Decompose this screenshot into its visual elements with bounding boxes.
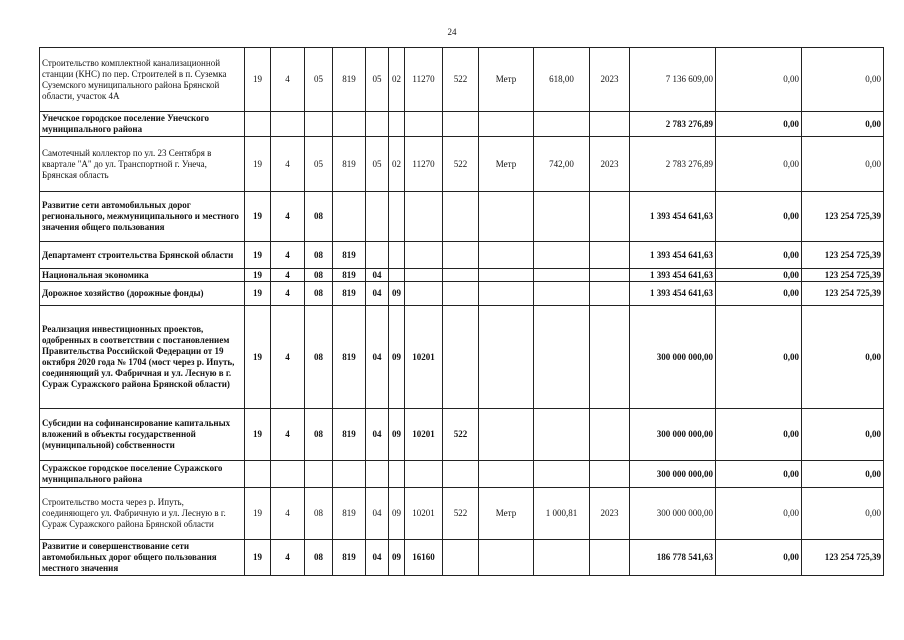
amount-cell: 1 393 454 641,63 bbox=[630, 192, 716, 242]
amount-cell: 0,00 bbox=[716, 409, 802, 461]
code-cell bbox=[305, 112, 333, 137]
code-cell: 19 bbox=[245, 242, 271, 269]
quantity-cell bbox=[534, 306, 590, 409]
code-cell bbox=[405, 192, 443, 242]
code-cell: 19 bbox=[245, 540, 271, 576]
code-cell: 4 bbox=[271, 540, 305, 576]
amount-cell: 0,00 bbox=[716, 242, 802, 269]
code-cell: 19 bbox=[245, 488, 271, 540]
amount-cell: 0,00 bbox=[716, 112, 802, 137]
code-cell: 02 bbox=[389, 137, 405, 192]
row-name: Строительство моста через р. Ипуть, соединяющего ул. Фабричную и ул. Лесную в г. Сураж Суражского района Брянской области bbox=[40, 488, 245, 540]
table-row bbox=[40, 488, 884, 540]
code-cell: 04 bbox=[366, 306, 389, 409]
code-cell: 4 bbox=[271, 48, 305, 112]
amount-cell: 300 000 000,00 bbox=[630, 306, 716, 409]
code-cell: 819 bbox=[333, 269, 366, 282]
code-cell bbox=[389, 112, 405, 137]
code-cell: 09 bbox=[389, 409, 405, 461]
code-cell: 19 bbox=[245, 269, 271, 282]
code-cell: 4 bbox=[271, 488, 305, 540]
table-row bbox=[40, 48, 884, 112]
year-cell bbox=[590, 269, 630, 282]
year-cell: 2023 bbox=[590, 488, 630, 540]
code-cell bbox=[443, 306, 479, 409]
code-cell: 819 bbox=[333, 540, 366, 576]
quantity-cell bbox=[534, 192, 590, 242]
quantity-cell bbox=[534, 112, 590, 137]
code-cell: 04 bbox=[366, 488, 389, 540]
code-cell: 522 bbox=[443, 137, 479, 192]
year-cell bbox=[590, 540, 630, 576]
table-row bbox=[40, 540, 884, 576]
code-cell: 522 bbox=[443, 48, 479, 112]
amount-cell: 0,00 bbox=[802, 461, 884, 488]
unit-cell: Метр bbox=[479, 48, 534, 112]
code-cell bbox=[271, 112, 305, 137]
unit-cell bbox=[479, 112, 534, 137]
quantity-cell bbox=[534, 282, 590, 306]
amount-cell: 123 254 725,39 bbox=[802, 282, 884, 306]
table-row bbox=[40, 137, 884, 192]
code-cell: 08 bbox=[305, 192, 333, 242]
row-name: Суражское городское поселение Суражского муниципального района bbox=[40, 461, 245, 488]
code-cell: 10201 bbox=[405, 409, 443, 461]
code-cell bbox=[405, 242, 443, 269]
table-row bbox=[40, 192, 884, 242]
code-cell: 10201 bbox=[405, 488, 443, 540]
amount-cell: 0,00 bbox=[716, 306, 802, 409]
row-name: Унечское городское поселение Унечского муниципального района bbox=[40, 112, 245, 137]
year-cell bbox=[590, 461, 630, 488]
table-row bbox=[40, 282, 884, 306]
unit-cell bbox=[479, 461, 534, 488]
row-name: Субсидии на софинансирование капитальных вложений в объекты государственной (муниципальной) собственности bbox=[40, 409, 245, 461]
year-cell bbox=[590, 306, 630, 409]
quantity-cell bbox=[534, 409, 590, 461]
code-cell: 09 bbox=[389, 306, 405, 409]
quantity-cell: 742,00 bbox=[534, 137, 590, 192]
code-cell: 09 bbox=[389, 488, 405, 540]
amount-cell: 2 783 276,89 bbox=[630, 137, 716, 192]
table-row bbox=[40, 409, 884, 461]
code-cell: 09 bbox=[389, 540, 405, 576]
amount-cell: 0,00 bbox=[802, 48, 884, 112]
code-cell: 05 bbox=[305, 137, 333, 192]
amount-cell: 0,00 bbox=[802, 409, 884, 461]
amount-cell: 0,00 bbox=[716, 461, 802, 488]
code-cell bbox=[271, 461, 305, 488]
table-row bbox=[40, 242, 884, 269]
amount-cell: 0,00 bbox=[716, 269, 802, 282]
table-body bbox=[40, 48, 884, 576]
code-cell: 819 bbox=[333, 306, 366, 409]
year-cell bbox=[590, 282, 630, 306]
table-row bbox=[40, 306, 884, 409]
code-cell: 08 bbox=[305, 282, 333, 306]
amount-cell: 300 000 000,00 bbox=[630, 409, 716, 461]
amount-cell: 0,00 bbox=[716, 282, 802, 306]
amount-cell: 0,00 bbox=[716, 488, 802, 540]
amount-cell: 0,00 bbox=[802, 112, 884, 137]
code-cell bbox=[389, 461, 405, 488]
row-name: Департамент строительства Брянской области bbox=[40, 242, 245, 269]
amount-cell: 0,00 bbox=[802, 488, 884, 540]
code-cell: 4 bbox=[271, 242, 305, 269]
code-cell bbox=[405, 282, 443, 306]
code-cell: 819 bbox=[333, 488, 366, 540]
amount-cell: 0,00 bbox=[716, 192, 802, 242]
code-cell: 19 bbox=[245, 48, 271, 112]
code-cell: 4 bbox=[271, 269, 305, 282]
quantity-cell: 1 000,81 bbox=[534, 488, 590, 540]
code-cell: 04 bbox=[366, 540, 389, 576]
code-cell bbox=[443, 540, 479, 576]
code-cell: 05 bbox=[305, 48, 333, 112]
code-cell: 4 bbox=[271, 282, 305, 306]
amount-cell: 0,00 bbox=[716, 48, 802, 112]
code-cell: 19 bbox=[245, 137, 271, 192]
amount-cell: 1 393 454 641,63 bbox=[630, 269, 716, 282]
quantity-cell: 618,00 bbox=[534, 48, 590, 112]
code-cell: 08 bbox=[305, 488, 333, 540]
unit-cell: Метр bbox=[479, 488, 534, 540]
code-cell bbox=[443, 112, 479, 137]
code-cell: 819 bbox=[333, 282, 366, 306]
quantity-cell bbox=[534, 540, 590, 576]
amount-cell: 7 136 609,00 bbox=[630, 48, 716, 112]
code-cell bbox=[366, 242, 389, 269]
code-cell: 04 bbox=[366, 269, 389, 282]
code-cell bbox=[389, 192, 405, 242]
amount-cell: 300 000 000,00 bbox=[630, 488, 716, 540]
row-name: Дорожное хозяйство (дорожные фонды) bbox=[40, 282, 245, 306]
code-cell: 819 bbox=[333, 409, 366, 461]
amount-cell: 0,00 bbox=[716, 137, 802, 192]
amount-cell: 123 254 725,39 bbox=[802, 242, 884, 269]
code-cell: 819 bbox=[333, 48, 366, 112]
code-cell: 4 bbox=[271, 409, 305, 461]
code-cell: 08 bbox=[305, 269, 333, 282]
year-cell: 2023 bbox=[590, 137, 630, 192]
quantity-cell bbox=[534, 269, 590, 282]
unit-cell: Метр bbox=[479, 137, 534, 192]
amount-cell: 123 254 725,39 bbox=[802, 269, 884, 282]
amount-cell: 186 778 541,63 bbox=[630, 540, 716, 576]
year-cell: 2023 bbox=[590, 48, 630, 112]
year-cell bbox=[590, 112, 630, 137]
row-name: Развитие сети автомобильных дорог регионального, межмуниципального и местного значения общего пользования bbox=[40, 192, 245, 242]
row-name: Национальная экономика bbox=[40, 269, 245, 282]
unit-cell bbox=[479, 242, 534, 269]
code-cell bbox=[443, 242, 479, 269]
row-name: Реализация инвестиционных проектов, одобренных в соответствии с постановлением Правительства Российской Федерации от 19 октября 2020 года № 1704 (мост через р. Ипуть, соединяющий ул. Фабричная и ул. Лесную в г. Сураж Суражского района Брянской области) bbox=[40, 306, 245, 409]
code-cell bbox=[389, 269, 405, 282]
code-cell bbox=[443, 282, 479, 306]
amount-cell: 0,00 bbox=[802, 137, 884, 192]
code-cell: 04 bbox=[366, 409, 389, 461]
code-cell bbox=[333, 192, 366, 242]
amount-cell: 123 254 725,39 bbox=[802, 192, 884, 242]
unit-cell bbox=[479, 269, 534, 282]
amount-cell: 1 393 454 641,63 bbox=[630, 282, 716, 306]
code-cell: 08 bbox=[305, 242, 333, 269]
unit-cell bbox=[479, 306, 534, 409]
unit-cell bbox=[479, 282, 534, 306]
code-cell: 08 bbox=[305, 306, 333, 409]
table-row bbox=[40, 269, 884, 282]
row-name: Развитие и совершенствование сети автомобильных дорог общего пользования местного значения bbox=[40, 540, 245, 576]
code-cell: 19 bbox=[245, 409, 271, 461]
code-cell bbox=[405, 112, 443, 137]
code-cell bbox=[305, 461, 333, 488]
page-number: 24 bbox=[447, 27, 457, 37]
code-cell: 522 bbox=[443, 488, 479, 540]
code-cell: 16160 bbox=[405, 540, 443, 576]
code-cell bbox=[366, 112, 389, 137]
code-cell: 09 bbox=[389, 282, 405, 306]
amount-cell: 2 783 276,89 bbox=[630, 112, 716, 137]
amount-cell: 300 000 000,00 bbox=[630, 461, 716, 488]
code-cell: 08 bbox=[305, 409, 333, 461]
code-cell bbox=[366, 192, 389, 242]
year-cell bbox=[590, 192, 630, 242]
code-cell: 4 bbox=[271, 306, 305, 409]
amount-cell: 0,00 bbox=[802, 306, 884, 409]
unit-cell bbox=[479, 409, 534, 461]
code-cell: 19 bbox=[245, 306, 271, 409]
code-cell: 19 bbox=[245, 282, 271, 306]
code-cell: 02 bbox=[389, 48, 405, 112]
code-cell: 819 bbox=[333, 137, 366, 192]
code-cell: 11270 bbox=[405, 137, 443, 192]
code-cell: 4 bbox=[271, 192, 305, 242]
code-cell bbox=[405, 461, 443, 488]
code-cell: 522 bbox=[443, 409, 479, 461]
code-cell: 05 bbox=[366, 137, 389, 192]
code-cell: 05 bbox=[366, 48, 389, 112]
code-cell bbox=[245, 461, 271, 488]
amount-cell: 1 393 454 641,63 bbox=[630, 242, 716, 269]
amount-cell: 0,00 bbox=[716, 540, 802, 576]
code-cell: 08 bbox=[305, 540, 333, 576]
code-cell: 10201 bbox=[405, 306, 443, 409]
code-cell bbox=[443, 461, 479, 488]
code-cell bbox=[443, 269, 479, 282]
row-name: Самотечный коллектор по ул. 23 Сентября в квартале "А" до ул. Транспортной г. Унеча, Брянская область bbox=[40, 137, 245, 192]
code-cell: 819 bbox=[333, 242, 366, 269]
code-cell bbox=[366, 461, 389, 488]
year-cell bbox=[590, 242, 630, 269]
code-cell bbox=[443, 192, 479, 242]
code-cell: 04 bbox=[366, 282, 389, 306]
code-cell: 19 bbox=[245, 192, 271, 242]
row-name: Строительство комплектной канализационной станции (КНС) по пер. Строителей в п. Суземка Суземского муниципального района Брянской области, участок 4А bbox=[40, 48, 245, 112]
table-row bbox=[40, 112, 884, 137]
unit-cell bbox=[479, 540, 534, 576]
code-cell bbox=[333, 112, 366, 137]
amount-cell: 123 254 725,39 bbox=[802, 540, 884, 576]
table-row bbox=[40, 461, 884, 488]
code-cell bbox=[245, 112, 271, 137]
code-cell: 4 bbox=[271, 137, 305, 192]
unit-cell bbox=[479, 192, 534, 242]
code-cell bbox=[333, 461, 366, 488]
budget-table bbox=[39, 47, 884, 576]
quantity-cell bbox=[534, 242, 590, 269]
year-cell bbox=[590, 409, 630, 461]
code-cell: 11270 bbox=[405, 48, 443, 112]
code-cell bbox=[405, 269, 443, 282]
code-cell bbox=[389, 242, 405, 269]
quantity-cell bbox=[534, 461, 590, 488]
